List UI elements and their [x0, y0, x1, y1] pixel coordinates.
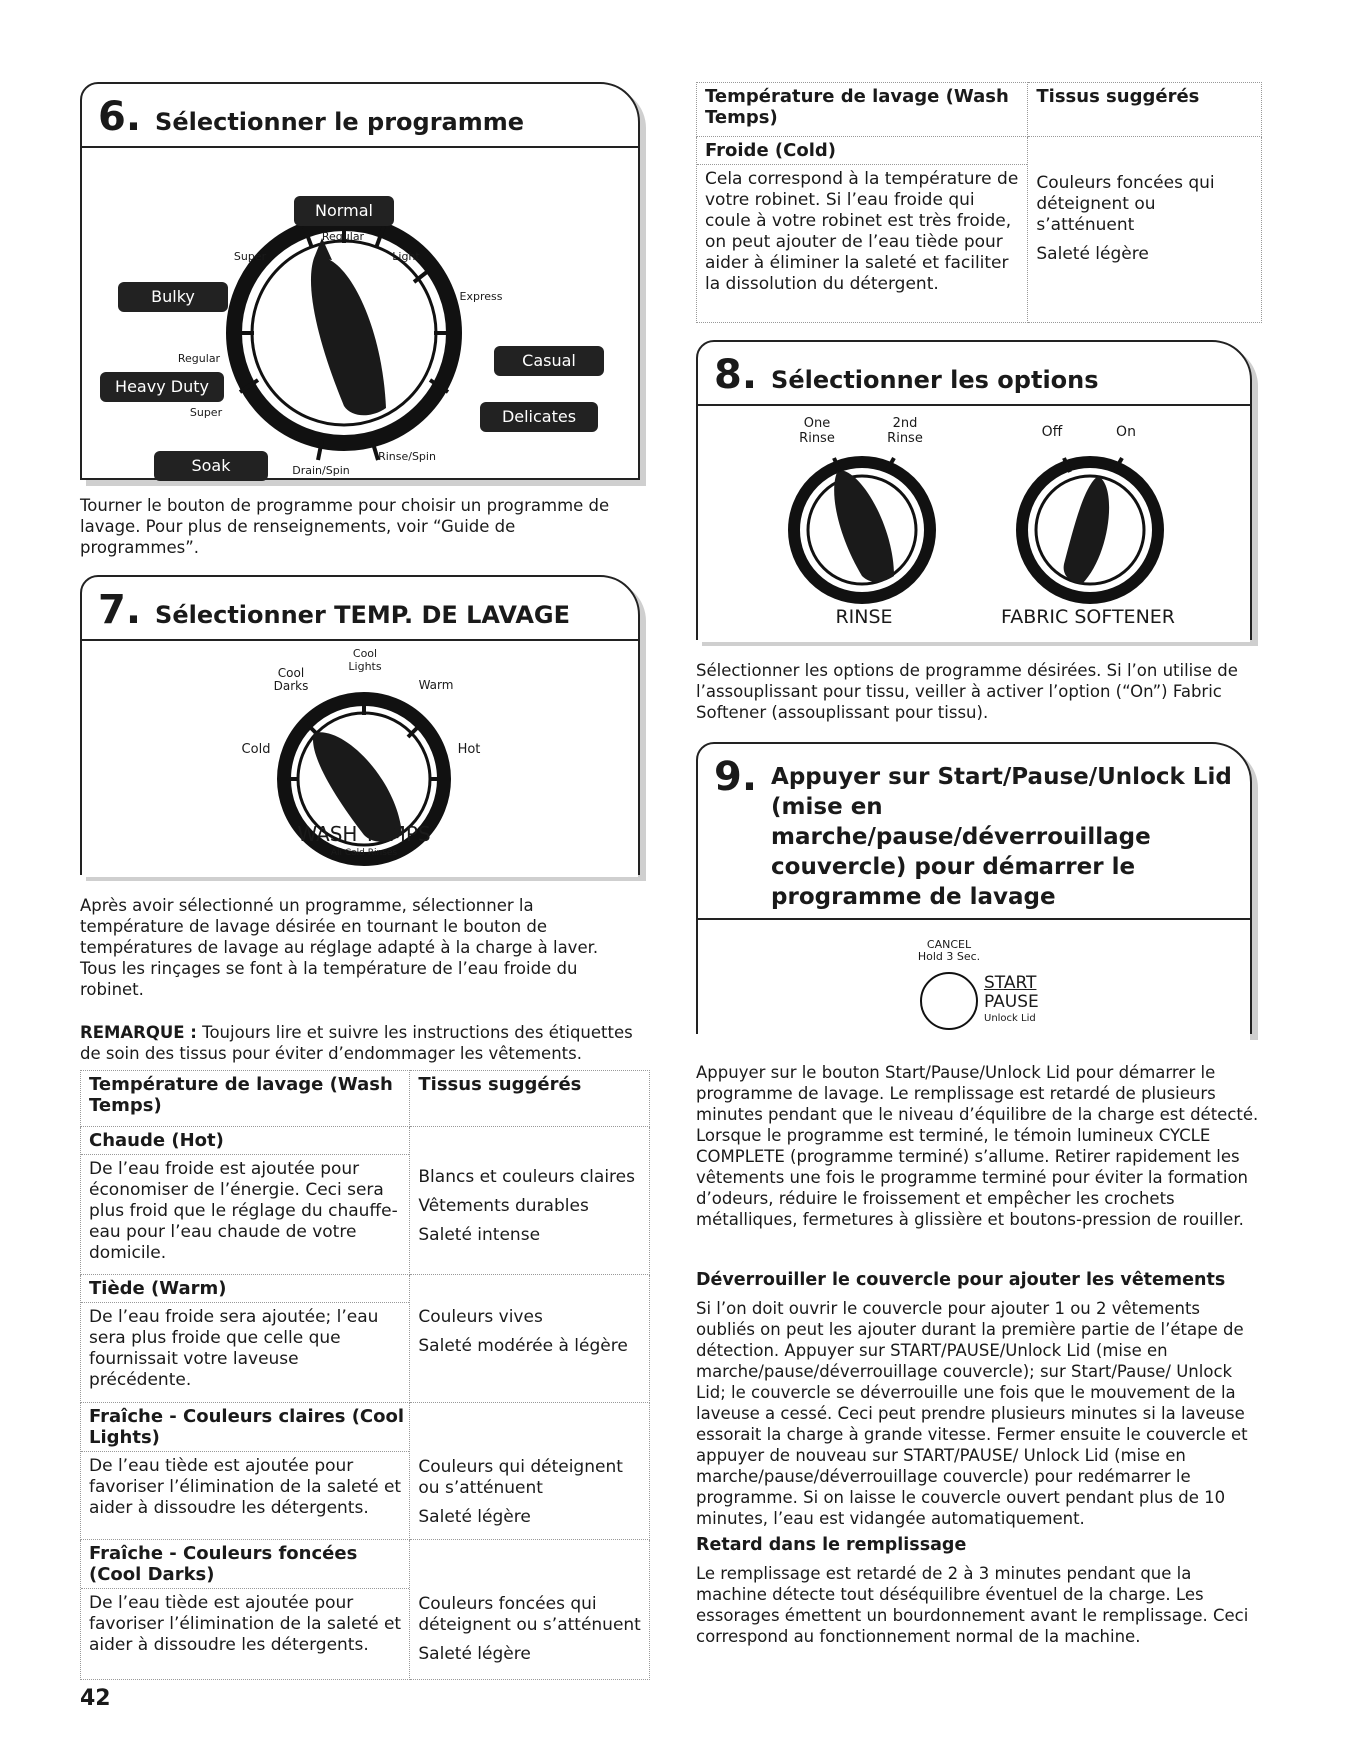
on-label: On: [1116, 424, 1136, 440]
table-row: [697, 137, 1262, 323]
wash-temps-table-right: [696, 82, 1262, 323]
table-row: [81, 1127, 650, 1275]
section-6-text: Tourner le bouton de programme pour choisir un programme de lavage. Pour plus de renseignements, voir “Guide de programmes”.: [80, 496, 610, 557]
one-rinse-label: One Rinse: [799, 416, 835, 446]
row-desc: De l’eau tiède est ajoutée pour favoriser l’élimination de la saleté et aider à dissoudre les détergents.: [89, 1593, 402, 1655]
table-header-row: [697, 83, 1262, 137]
fabric-item: Blancs et couleurs claires: [418, 1167, 635, 1187]
fabric-item: Couleurs vives: [418, 1307, 543, 1327]
unlock-heading: Déverrouiller le couvercle pour ajouter les vêtements: [696, 1270, 1226, 1290]
table-header-row: [81, 1071, 650, 1127]
delay-heading: Retard dans le remplissage: [696, 1535, 967, 1555]
super-left-label: Super: [189, 406, 223, 419]
options-dials-illustration: [698, 406, 1250, 642]
regular-top-label: Regular: [321, 230, 365, 243]
row-desc: De l’eau froide sera ajoutée; l’eau sera plus froide que celle que fournissait votre laveuse précédente.: [89, 1307, 379, 1390]
hot-label: Hot: [457, 742, 481, 757]
section-7-title: Sélectionner TEMP. DE LAVAGE: [155, 601, 570, 629]
fabric-item: Couleurs foncées qui déteignent ou s’atténuent: [418, 1594, 641, 1635]
cold-label: Cold: [241, 742, 271, 757]
all-cold-rinses-caption: All Cold Rinses: [330, 848, 398, 858]
row-temp-name: Fraîche - Couleurs foncées (Cool Darks): [81, 1543, 409, 1589]
fabric-item: Saleté légère: [418, 1644, 531, 1664]
section-6-header: [82, 84, 638, 148]
fabric-softener-caption: FABRIC SOFTENER: [1001, 606, 1175, 628]
soak-label: Soak: [154, 451, 268, 481]
hold-label: Hold 3 Sec.: [917, 950, 981, 963]
rinse-caption: RINSE: [835, 606, 893, 628]
section-7-number: 7.: [98, 587, 142, 633]
section-7-panel: [80, 575, 640, 875]
fabric-item: Saleté légère: [418, 1507, 531, 1527]
start-pause-button[interactable]: [920, 972, 978, 1030]
section-9-panel: [696, 742, 1252, 1034]
section-8-text: Sélectionner les options de programme désirées. Si l’on utilise de l’assouplissant pour tissu, veiller à activer l’option (“On”) Fabric Softener (assouplissant pour tissu).: [696, 661, 1238, 722]
delay-text: Le remplissage est retardé de 2 à 3 minutes pendant que la machine détecte tout déséquilibre éventuel de la charge. Les essorages émettent un bourdonnement avant le remplissage. Ceci correspond au fonctionnement normal de la machine.: [696, 1564, 1249, 1646]
table-row: [81, 1403, 650, 1540]
second-rinse-label: 2nd Rinse: [887, 416, 923, 446]
temp-dial-illustration: [82, 641, 638, 877]
regular-left-label: Regular: [177, 352, 221, 365]
section-8-number: 8.: [714, 352, 758, 398]
row-desc: Cela correspond à la température de votre robinet. Si l’eau froide qui coule à votre robinet est très froide, on peut ajouter de l’eau tiède pour aider à éliminer la saleté et faciliter la dissolution du détergent.: [705, 169, 1019, 294]
section-8-panel: [696, 340, 1252, 640]
section-6-panel: [80, 82, 640, 480]
fabric-item: Saleté modérée à légère: [418, 1336, 628, 1356]
fabric-item: Vêtements durables: [418, 1196, 589, 1216]
off-label: Off: [1041, 424, 1063, 440]
drain-spin-label: Drain/Spin: [292, 464, 350, 477]
header-fabrics: Tissus suggérés: [410, 1071, 650, 1127]
row-temp-name: Chaude (Hot): [81, 1130, 409, 1155]
fabric-item: Saleté intense: [418, 1225, 541, 1245]
section-6-number: 6.: [98, 94, 142, 140]
express-label: Express: [459, 290, 503, 303]
table-row: [81, 1275, 650, 1403]
delicates-label: Delicates: [480, 402, 598, 432]
header-wash-temp: Température de lavage (Wash Temps): [81, 1071, 410, 1127]
cancel-label: CANCEL: [926, 938, 972, 951]
warm-label: Warm: [418, 678, 454, 692]
bulky-label: Bulky: [118, 282, 228, 312]
wash-temps-caption: WASH TEMPS: [297, 822, 431, 846]
normal-label: Normal: [294, 196, 394, 226]
section-9-header: [698, 744, 1250, 920]
fabric-item: Saleté légère: [1036, 244, 1149, 264]
super-top-label: Super: [233, 250, 267, 263]
cycle-dial-illustration: [82, 148, 638, 478]
section-9-text: Appuyer sur le bouton Start/Pause/Unlock Lid pour démarrer le programme de lavage. Le remplissage est retardé de plusieurs minutes pendant que le niveau d’équilibre de la charge est détecté. Lorsque le programme est terminé, le témoin lumineux CYCLE COMPLETE (programme terminé) s’allume. Retirer rapidement les vêtements une fois le programme terminé pour éviter la formation d’odeurs, réduire le froissement et empêcher les crochets métalliques, fermetures à glissière et boutons-pression de rouiller.: [696, 1063, 1259, 1229]
section-7-text: Après avoir sélectionné un programme, sélectionner la température de lavage désirée en tournant le bouton de températures de lavage au réglage adapté à la charge à laver. Tous les rinçages se font à la température de l’eau froide du robinet.: [80, 896, 599, 999]
page-number: 42: [80, 1686, 111, 1711]
fabric-item: Couleurs qui déteignent ou s’atténuent: [418, 1457, 623, 1498]
rinse-spin-label: Rinse/Spin: [378, 450, 436, 463]
heavy-duty-label: Heavy Duty: [100, 372, 224, 402]
cool-darks-label: Cool Darks: [273, 666, 309, 693]
section-9-title: Appuyer sur Start/Pause/Unlock Lid (mise en marche/pause/déverrouillage couvercle) pour démarrer le programme de lavage: [771, 764, 1232, 910]
header-wash-temp: Température de lavage (Wash Temps): [697, 83, 1028, 137]
start-button-illustration: [698, 920, 1250, 1050]
pause-label: PAUSE: [984, 992, 1039, 1012]
section-6-title: Sélectionner le programme: [155, 108, 525, 136]
unlock-text: Si l’on doit ouvrir le couvercle pour ajouter 1 ou 2 vêtements oubliés on peut les ajouter durant la première partie de l’étape de détection. Appuyer sur START/PAUSE/Unlock Lid (mise en marche/pause/déverrouillage couvercle); sur Start/Pause/ Unlock Lid; le couvercle se déverrouille une fois que le mouvement de la laveuse a cessé. Ceci peut prendre plusieurs minutes si la laveuse essorait la charge à grande vitesse. Fermer ensuite le couvercle et appuyer de nouveau sur START/PAUSE/ Unlock Lid (mise en marche/pause/déverrouillage couvercle) pour redémarrer le programme. Si on laisse le couvercle ouvert pendant plus de 10 minutes, l’eau est vidangée automatiquement.: [696, 1299, 1248, 1528]
wash-temps-table-left: [80, 1070, 650, 1680]
light-label: Light: [392, 250, 420, 263]
casual-label: Casual: [494, 346, 604, 376]
note-text: Toujours lire et suivre les instructions des étiquettes de soin des tissus pour éviter d’endommager les vêtements.: [80, 1023, 633, 1063]
row-temp-name: Fraîche - Couleurs claires (Cool Lights): [81, 1406, 409, 1452]
row-temp-name: Tiède (Warm): [81, 1278, 409, 1303]
section-7-header: [82, 577, 638, 641]
section-8-header: [698, 342, 1250, 406]
section-8-title: Sélectionner les options: [771, 366, 1099, 394]
start-label: START: [984, 973, 1037, 993]
header-fabrics: Tissus suggérés: [1028, 83, 1262, 137]
fabric-item: Couleurs foncées qui déteignent ou s’atténuent: [1036, 173, 1215, 235]
row-temp-name: Froide (Cold): [697, 140, 1027, 165]
note-label: REMARQUE :: [80, 1023, 197, 1042]
row-desc: De l’eau tiède est ajoutée pour favoriser l’élimination de la saleté et aider à dissoudre les détergents.: [89, 1456, 402, 1518]
table-row: [81, 1540, 650, 1680]
section-9-number: 9.: [714, 754, 758, 800]
cool-lights-label: Cool Lights: [348, 647, 382, 673]
section-7-note: [80, 1022, 650, 1064]
row-desc: De l’eau froide est ajoutée pour économiser de l’énergie. Ceci sera plus froid que le réglage du chauffe-eau pour l’eau chaude de votre domicile.: [89, 1159, 398, 1263]
unlock-label: Unlock Lid: [984, 1013, 1036, 1024]
